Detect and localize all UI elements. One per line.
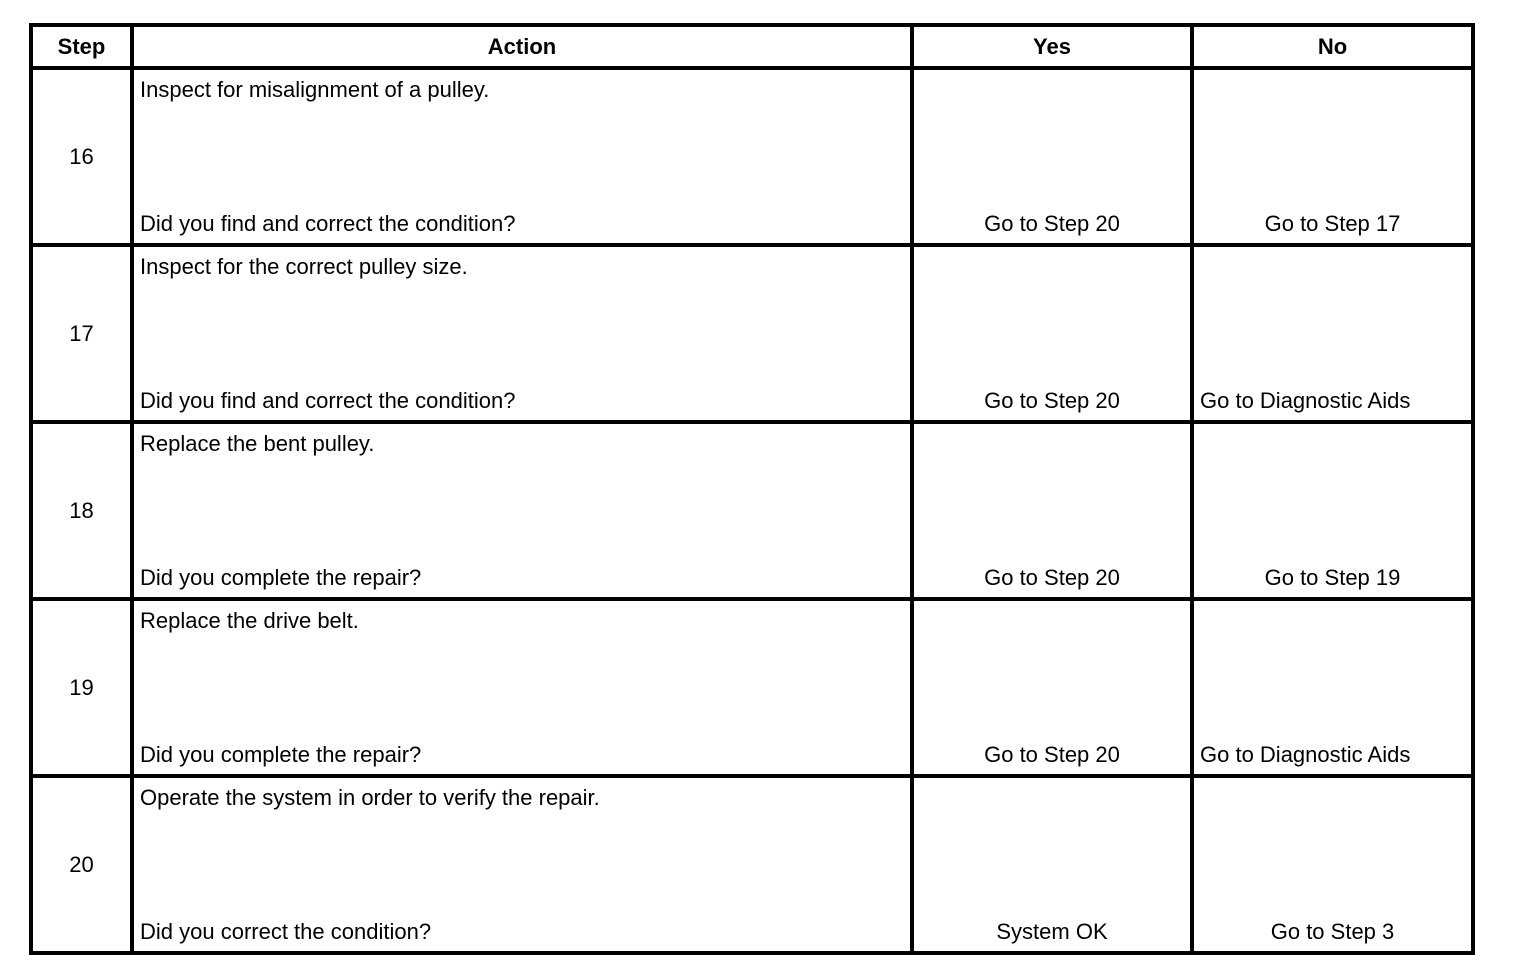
no-cell <box>1192 599 1473 776</box>
action-question: Did you find and correct the condition? <box>140 388 516 413</box>
no-result: Go to Diagnostic Aids <box>1200 742 1411 767</box>
no-result: Go to Step 17 <box>1264 211 1401 236</box>
yes-cell <box>912 68 1192 245</box>
header-action: Action <box>132 25 912 68</box>
no-result: Go to Step 3 <box>1270 919 1395 944</box>
table-row <box>31 68 1473 245</box>
action-cell <box>132 68 912 245</box>
step-number: 19 <box>31 599 132 776</box>
action-cell <box>132 776 912 953</box>
step-number: 17 <box>31 245 132 422</box>
yes-cell <box>912 422 1192 599</box>
no-cell <box>1192 776 1473 953</box>
action-instruction: Inspect for the correct pulley size. <box>140 254 468 279</box>
yes-result: Go to Step 20 <box>984 388 1120 413</box>
yes-result: Go to Step 20 <box>984 742 1120 767</box>
no-cell <box>1192 68 1473 245</box>
action-instruction: Replace the bent pulley. <box>140 431 375 456</box>
yes-result: System OK <box>996 919 1108 944</box>
yes-cell <box>912 245 1192 422</box>
no-result: Go to Step 19 <box>1264 565 1401 590</box>
table-row <box>31 422 1473 599</box>
diagnostic-table <box>29 23 1475 955</box>
action-question: Did you correct the condition? <box>140 919 432 944</box>
action-cell <box>132 422 912 599</box>
no-result: Go to Diagnostic Aids <box>1200 388 1411 413</box>
header-step: Step <box>31 25 132 68</box>
table-row <box>31 599 1473 776</box>
header-row <box>31 25 1473 68</box>
table-row <box>31 776 1473 953</box>
action-instruction: Operate the system in order to verify the repair. <box>140 785 600 810</box>
no-cell <box>1192 422 1473 599</box>
yes-cell <box>912 599 1192 776</box>
action-instruction: Inspect for misalignment of a pulley. <box>140 77 490 102</box>
action-cell <box>132 245 912 422</box>
step-number: 16 <box>31 68 132 245</box>
table-row <box>31 245 1473 422</box>
header-yes: Yes <box>912 25 1192 68</box>
step-number: 18 <box>31 422 132 599</box>
action-question: Did you complete the repair? <box>140 565 422 590</box>
action-instruction: Replace the drive belt. <box>140 608 359 633</box>
action-question: Did you complete the repair? <box>140 742 422 767</box>
step-number: 20 <box>31 776 132 953</box>
action-cell <box>132 599 912 776</box>
yes-cell <box>912 776 1192 953</box>
header-no: No <box>1192 25 1473 68</box>
yes-result: Go to Step 20 <box>984 565 1120 590</box>
no-cell <box>1192 245 1473 422</box>
action-question: Did you find and correct the condition? <box>140 211 516 236</box>
yes-result: Go to Step 20 <box>984 211 1120 236</box>
